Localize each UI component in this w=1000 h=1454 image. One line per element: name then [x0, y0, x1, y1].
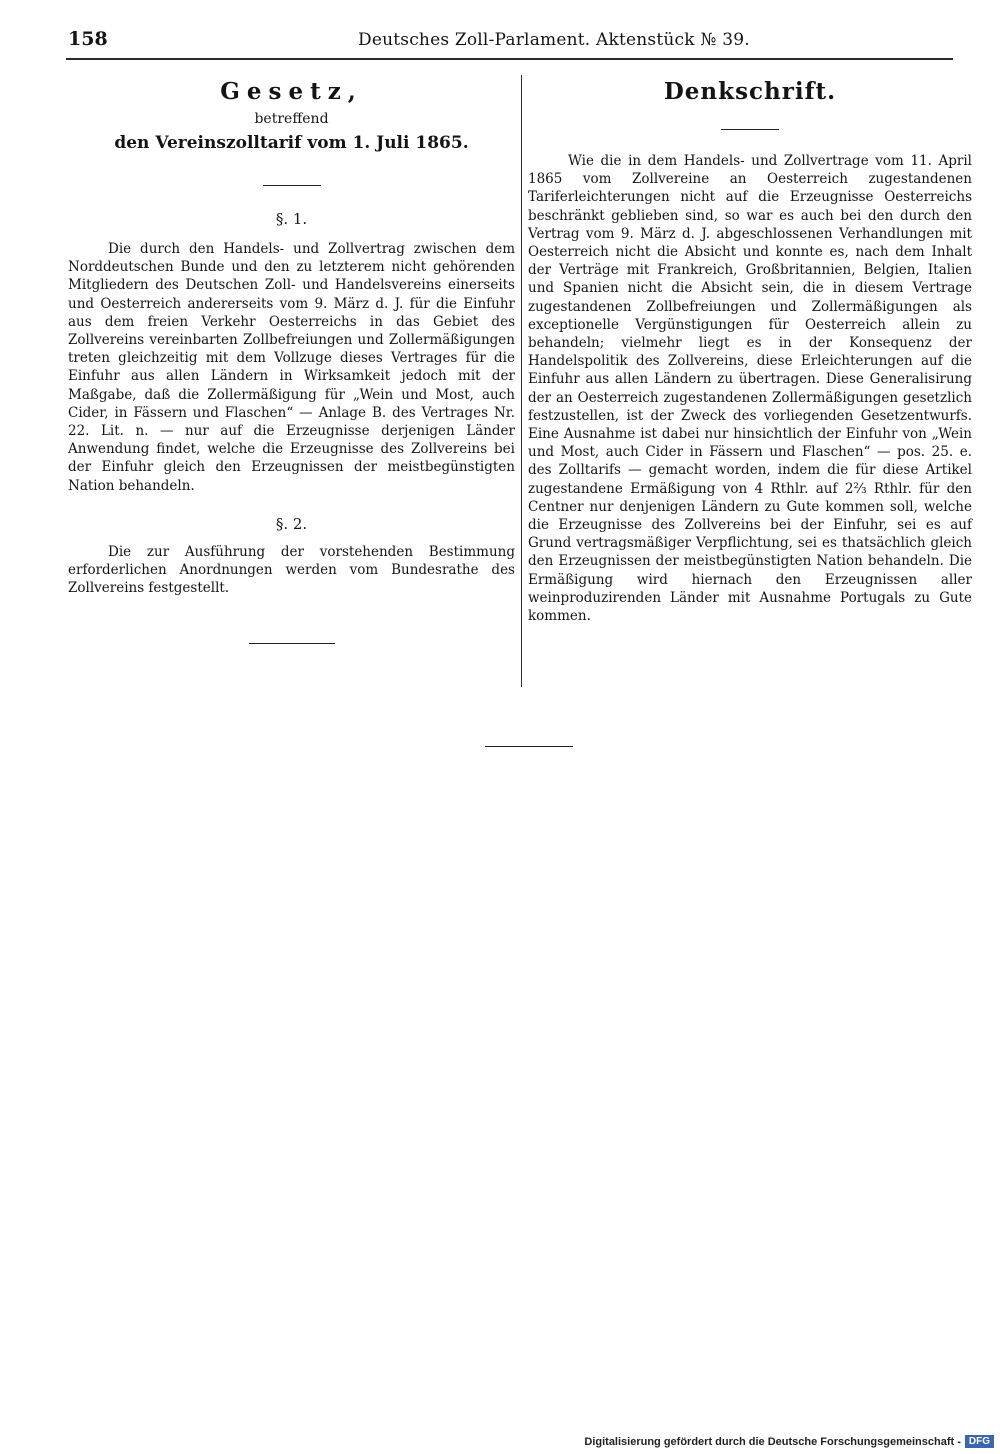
digitization-footer [584, 1435, 994, 1448]
memorandum-text: Wie die in dem Handels- und Zollvertrage vom 11. April 1865 vom Zollvereine an Oesterreich zugestandenen Tariferleichterungen nicht auf die Erzeugnisse Oesterreichs beschränkt geblieben sind, so war es auch bei den durch den Vertrag vom 9. März d. J. abgeschlossenen Verhandlungen mit Oesterreich nicht die Absicht und konnte es, nach dem Inhalt der Verträge mit Frankreich, Großbritannien, Belgien, Italien und Spanien nicht die Absicht sein, die in diesem Vertrage zugestandenen Zollbefreiungen und Zollermäßigungen als exceptionelle Vergünstigungen für Oesterreich allein zu behandeln; vielmehr liegt es in der Konsequenz der Handelspolitik des Zollvereins, diese Erleichterungen auf die Einfuhr aus allen Ländern zu übertragen. Diese Generalisirung der an Oesterreich zugestandenen Zollermäßigungen gesetzlich festzustellen, ist der Zweck des vorliegenden Gesetzentwurfs. Eine Ausnahme ist dabei nur hinsichtlich der Einfuhr von „Wein und Most, auch Cider in Fässern und Flaschen“ — pos. 25. e. des Zolltarifs — gemacht worden, indem die für diese Artikel zugestandene Ermäßigung von 4 Rthlr. auf 2⅔ Rthlr. für den Centner nur denjenigen Ländern zu Gute kommen soll, welche die Erzeugnisse des Zollvereins bei der Einfuhr, sei es auf Grund vertragsmäßiger Verpflichtung, sei es thatsächlich gleich den Erzeugnissen der meistbegünstigten Nation behandeln. Die Ermäßigung wird hiernach den Erzeugnissen aller weinproduzirenden Länder mit Ausnahme Portugals zu Gute kommen. [528, 153, 972, 625]
title-rule [263, 185, 321, 186]
memorandum-title: Denkschrift. [663, 78, 837, 105]
section-1-sign: §. 1. [275, 210, 308, 228]
law-subtitle: betreffend [254, 111, 329, 127]
right-column [528, 70, 972, 625]
page-number: 158 [68, 28, 108, 50]
memorandum-rule [721, 129, 779, 130]
law-title: Gesetz, [220, 78, 363, 105]
law-subject: den Vereinszolltarif vom 1. Juli 1865. [114, 133, 469, 153]
dfg-logo: DFG [965, 1435, 994, 1448]
section-1-text: Die durch den Handels- und Zollvertrag zwischen dem Norddeutschen Bunde und den zu letzterem nicht gehörenden Mitgliedern des Deutschen Zoll- und Handelsvereins einerseits und Oesterreich andererseits vom 9. März d. J. für die Einfuhr aus dem freien Verkehr Oesterreichs in das Gebiet des Zollvereins vereinbarten Zollbefreiungen und Zollermäßigungen treten gleichzeitig mit dem Vollzuge dieses Vertrages für die Einfuhr aus allen Ländern in Wirksamkeit jedoch mit der Maßgabe, daß die Zollermäßigung für „Wein und Most, auch Cider, in Fässern und Flaschen“ — Anlage B. des Vertrages Nr. 22. Lit. n. — nur auf die Erzeugnisse derjenigen Länder Anwendung findet, welche die Erzeugnisse des Zollvereins bei der Einfuhr gleich den Erzeugnissen der meistbegünstigten Nation behandeln. [68, 241, 515, 494]
column-divider [521, 75, 522, 687]
page-header [68, 28, 948, 58]
section-2-sign: §. 2. [275, 514, 308, 533]
law-end-rule [249, 643, 335, 644]
left-column [68, 70, 515, 644]
header-rule [66, 58, 953, 60]
running-head: Deutsches Zoll-Parlament. Aktenstück № 39. [358, 30, 750, 50]
page-end-rule [485, 746, 573, 747]
section-2-text: Die zur Ausführung der vorstehenden Bestimmung erforderlichen Anordnungen werden vom Bundesrathe des Zollvereins festgestellt. [68, 543, 515, 597]
footer-text: Digitalisierung gefördert durch die Deutsche Forschungsgemeinschaft - [584, 1435, 961, 1448]
